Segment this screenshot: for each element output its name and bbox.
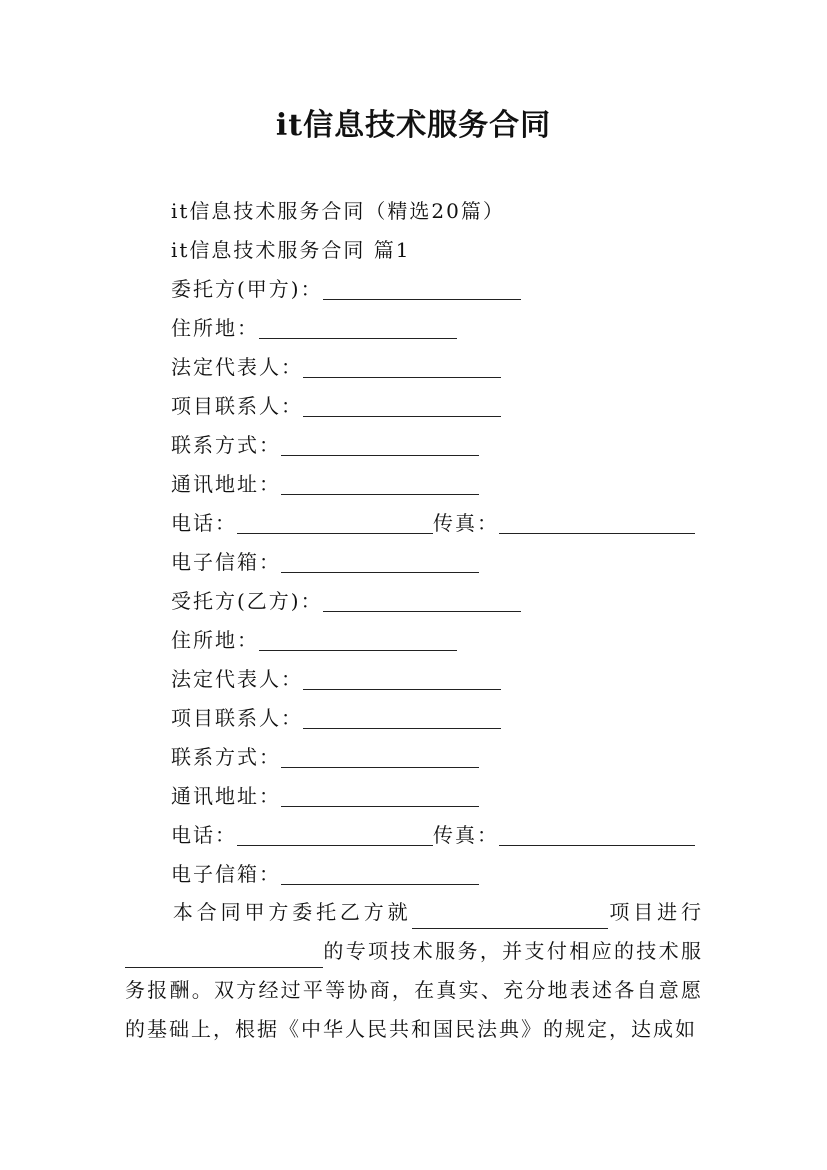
party-a-mail-address-row: [171, 470, 479, 498]
party-b-fax-blank: [499, 823, 695, 846]
party-b-phone-fax-row: [171, 821, 695, 849]
party-b-mail-address-row: [171, 782, 479, 810]
party-b-legal-rep-row: [171, 665, 501, 693]
party-b-contact-person-row: [171, 704, 501, 732]
party-a-email-row: [171, 548, 479, 576]
document-subtitle: it信息技术服务合同（精选20篇）: [171, 199, 505, 223]
party-b-mail-address-label: 通讯地址：: [171, 784, 281, 808]
party-a-contact-person-blank: [303, 394, 501, 417]
party-b-blank: [323, 589, 521, 612]
party-b-mail-address-blank: [281, 784, 479, 807]
party-a-phone-fax-row: [171, 509, 695, 537]
body-text-part2: 项目进行: [607, 900, 704, 924]
party-b-email-blank: [281, 862, 479, 885]
party-a-contact-method-label: 联系方式：: [171, 433, 281, 457]
party-b-legal-rep-label: 法定代表人：: [171, 667, 303, 691]
party-b-address-row: [171, 626, 457, 654]
party-a-contact-person-label: 项目联系人：: [171, 394, 303, 418]
party-b-email-label: 电子信箱：: [171, 862, 281, 886]
party-a-legal-rep-row: [171, 353, 501, 381]
party-a-email-label: 电子信箱：: [171, 550, 281, 574]
party-b-email-row: [171, 860, 479, 888]
party-b-row: [171, 587, 521, 615]
party-a-contact-person-row: [171, 392, 501, 420]
party-b-label: 受托方(乙方)：: [171, 589, 323, 613]
document-title: it信息技术服务合同: [275, 108, 552, 143]
party-a-email-blank: [281, 550, 479, 573]
party-a-contact-method-blank: [281, 433, 479, 456]
party-b-contact-person-label: 项目联系人：: [171, 706, 303, 730]
party-b-contact-method-label: 联系方式：: [171, 745, 281, 769]
party-a-fax-label: 传真：: [433, 511, 499, 535]
party-a-blank: [323, 277, 521, 300]
party-a-contact-method-row: [171, 431, 479, 459]
party-b-phone-blank: [237, 823, 433, 846]
service-type-blank: [125, 945, 323, 968]
party-a-row: [171, 275, 521, 303]
party-a-phone-blank: [237, 511, 433, 534]
party-a-legal-rep-label: 法定代表人：: [171, 355, 303, 379]
party-b-address-label: 住所地：: [171, 628, 259, 652]
party-a-address-label: 住所地：: [171, 316, 259, 340]
party-a-address-blank: [259, 316, 457, 339]
party-a-mail-address-label: 通讯地址：: [171, 472, 281, 496]
party-b-contact-method-blank: [281, 745, 479, 768]
section-heading: it信息技术服务合同 篇1: [171, 238, 411, 262]
party-a-fax-blank: [499, 511, 695, 534]
party-b-legal-rep-blank: [303, 667, 501, 690]
body-paragraph: [125, 893, 703, 1049]
body-text-part1: 本合同甲方委托乙方就: [171, 900, 412, 924]
party-a-label: 委托方(甲方)：: [171, 277, 323, 301]
project-name-blank: [412, 906, 608, 929]
party-a-mail-address-blank: [281, 472, 479, 495]
party-a-phone-label: 电话：: [171, 511, 237, 535]
party-b-address-blank: [259, 628, 457, 651]
party-a-address-row: [171, 314, 457, 342]
party-b-contact-method-row: [171, 743, 479, 771]
body-text-part3: 的专项技术服务，并支付相应的技术服务报酬。双方经过平等协商，在真实、充分地表述各自意愿的基础上，根据《中华人民共和国民法典》的规定，达成如: [125, 939, 703, 1041]
party-b-phone-label: 电话：: [171, 823, 237, 847]
party-b-fax-label: 传真：: [433, 823, 499, 847]
party-b-contact-person-blank: [303, 706, 501, 729]
party-a-legal-rep-blank: [303, 355, 501, 378]
